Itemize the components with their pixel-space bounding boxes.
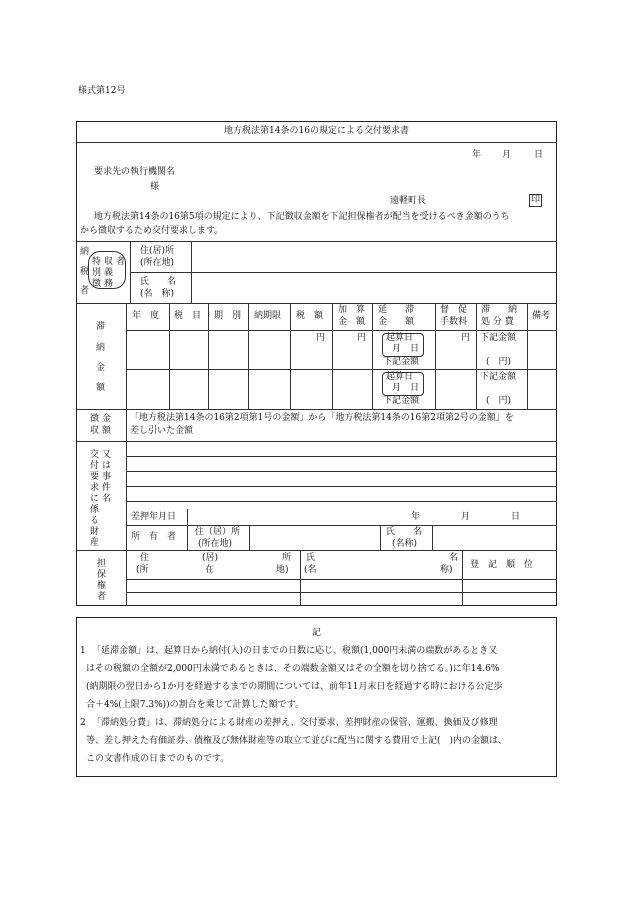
owner-name-1: 氏 名 — [386, 527, 423, 537]
issuer: 遠軽町長 — [390, 196, 427, 206]
secured-name-2: 名 — [449, 553, 459, 563]
month-day-2: 月 日 — [392, 383, 420, 393]
date-year: 年 — [472, 150, 482, 160]
secured-addr-6: 地) — [276, 565, 289, 575]
secured-addr-1: 住 — [140, 553, 150, 563]
note-2-line-1: 「滞納処分費」は、滞納処分による財産の差押え、交付要求、差押財産の保管、運搬、換価及び修理 — [92, 718, 498, 728]
property-label-2: 又は事件名 — [100, 449, 110, 504]
arrears-label-1: 滞 — [96, 322, 106, 332]
special-a: 特 — [92, 257, 102, 267]
collection-label-2: 収 額 — [90, 426, 111, 436]
taxpayer-label-1: 納 — [80, 247, 90, 257]
month-day-1: 月 日 — [392, 344, 420, 354]
secured-addr-2: (居) — [202, 553, 219, 563]
note-2-line-3: この文書作成の日までのものです。 — [86, 754, 230, 764]
seizure-day: 日 — [511, 512, 521, 522]
note-2-line-2: 等、差し押えた有価証券、債権及び無体財産等の取立て並びに配当に関する費用で上記( )内の金額は、 — [86, 736, 508, 746]
note-1-number: 1 — [80, 646, 86, 656]
col-item: 税 目 — [174, 311, 202, 321]
owner-label: 所 有 者 — [131, 532, 177, 542]
date-month: 月 — [502, 150, 512, 160]
calc-start-1: 起算日 — [386, 333, 414, 343]
disposal-paren-1: ( 円) — [486, 357, 512, 367]
owner-name-2: (名称) — [392, 539, 418, 549]
col-delinquency-1: 延 滞 — [378, 305, 415, 315]
form-title: 地方税法第14条の16の規定による交付要求書 — [224, 126, 409, 136]
owner-address-1: 住（居）所 — [195, 527, 241, 537]
col-tax-amount: 税 額 — [296, 311, 324, 321]
secured-name-1: 氏 — [306, 553, 316, 563]
taxpayer-label-2: 税 — [80, 267, 90, 277]
note-2-number: 2 — [80, 718, 86, 728]
note-1-line-2: はその税額の全額が2,000円未満であるときは、その端数金額又はその全額を切り捨てる。)に年14.6% — [86, 664, 500, 674]
special-b: 別 — [92, 268, 102, 278]
owner-address-2: (所在地) — [198, 539, 233, 549]
collector: 収 — [104, 257, 114, 267]
seal-mark: 印 — [531, 195, 541, 205]
secured-addr-4: (所 — [136, 565, 149, 575]
secured-addr-5: 在 — [205, 565, 215, 575]
fee-yen: 円 — [461, 333, 471, 343]
notes-box — [76, 617, 557, 777]
disposal-paren-2: ( 円) — [486, 396, 512, 406]
secured-name-3: (名 — [304, 565, 317, 575]
col-fee-2: 手数料 — [440, 317, 468, 327]
below-amount-2: 下記金額 — [383, 396, 420, 406]
secured-label: 担保権者 — [95, 558, 105, 602]
intro-line-2: から徴収するため交付要求します。 — [80, 226, 224, 236]
registration-order: 登 記 順 位 — [470, 560, 534, 570]
tax-yen: 円 — [316, 333, 326, 343]
person: 者 — [116, 257, 126, 267]
duty: 務 — [104, 279, 114, 289]
secured-addr-3: 所 — [282, 553, 292, 563]
obligor: 義 — [104, 268, 114, 278]
date-day: 日 — [534, 150, 544, 160]
col-disposal-1: 滞 納 — [481, 305, 518, 315]
seizure-year: 年 — [411, 512, 421, 522]
address-label-2: (所在地) — [140, 258, 175, 268]
arrears-label-4: 額 — [96, 383, 106, 393]
note-1-line-3: (納期限の翌日から1か月を経過するまでの期間については、前年11月末日を経過する時における公定歩 — [86, 682, 503, 692]
col-remarks: 備考 — [532, 311, 551, 321]
seizure-date-label: 差押年月日 — [131, 512, 177, 522]
recipient-label: 要求先の執行機関名 — [94, 167, 176, 177]
col-year: 年 度 — [132, 311, 160, 321]
note-1-line-1: 「延滞金額」は、起算日から納付(入)の日までの日数に応じ、税額(1,000円未満の端数があるとき又 — [92, 646, 498, 656]
address-label-1: 住(居)所 — [140, 246, 175, 256]
col-additional-2: 金 額 — [338, 317, 366, 327]
special-c: 徴 — [92, 279, 102, 289]
col-fee-1: 督 促 — [440, 305, 468, 315]
arrears-label-2: 納 — [96, 343, 106, 353]
collection-text-1: 「地方税法第14条の16第2項第1号の金額」から「地方税法第14条の16第2項第2号の金額」を — [130, 413, 514, 423]
collection-text-2: 差し引いた金額 — [130, 426, 194, 436]
col-delinquency-2: 金 額 — [378, 317, 415, 327]
disposal-below-2: 下記金額 — [480, 372, 517, 382]
add-yen: 円 — [357, 333, 367, 343]
notes-heading: 記 — [311, 628, 321, 638]
honorific: 様 — [150, 182, 160, 192]
col-due: 納期限 — [254, 311, 282, 321]
below-amount-1: 下記金額 — [383, 357, 420, 367]
name-label-1: 氏 名 — [140, 277, 177, 287]
taxpayer-label-3: 者 — [80, 286, 90, 296]
col-period: 期 別 — [214, 311, 242, 321]
intro-line-1: 地方税法第14条の16第5項の規定により、下記徴収金額を下記担保権者が配当を受けるべき金額のうち — [94, 212, 510, 222]
collection-label-1: 徴 金 — [90, 414, 111, 424]
col-disposal-2: 処 分 費 — [481, 317, 514, 327]
form-number: 様式第12号 — [78, 86, 126, 96]
name-label-2: (名 称) — [140, 289, 175, 299]
col-additional-1: 加 算 — [338, 305, 366, 315]
calc-start-2: 起算日 — [386, 372, 414, 382]
property-label-1: 交付要求に係る財産 — [88, 449, 98, 548]
disposal-below-1: 下記金額 — [480, 333, 517, 343]
note-1-line-4: 合＋4%(上限7.3%))の割合を乗じて計算した額です。 — [86, 700, 304, 710]
seizure-month: 月 — [461, 512, 471, 522]
arrears-label-3: 金 — [96, 363, 106, 373]
secured-name-4: 称) — [440, 565, 453, 575]
